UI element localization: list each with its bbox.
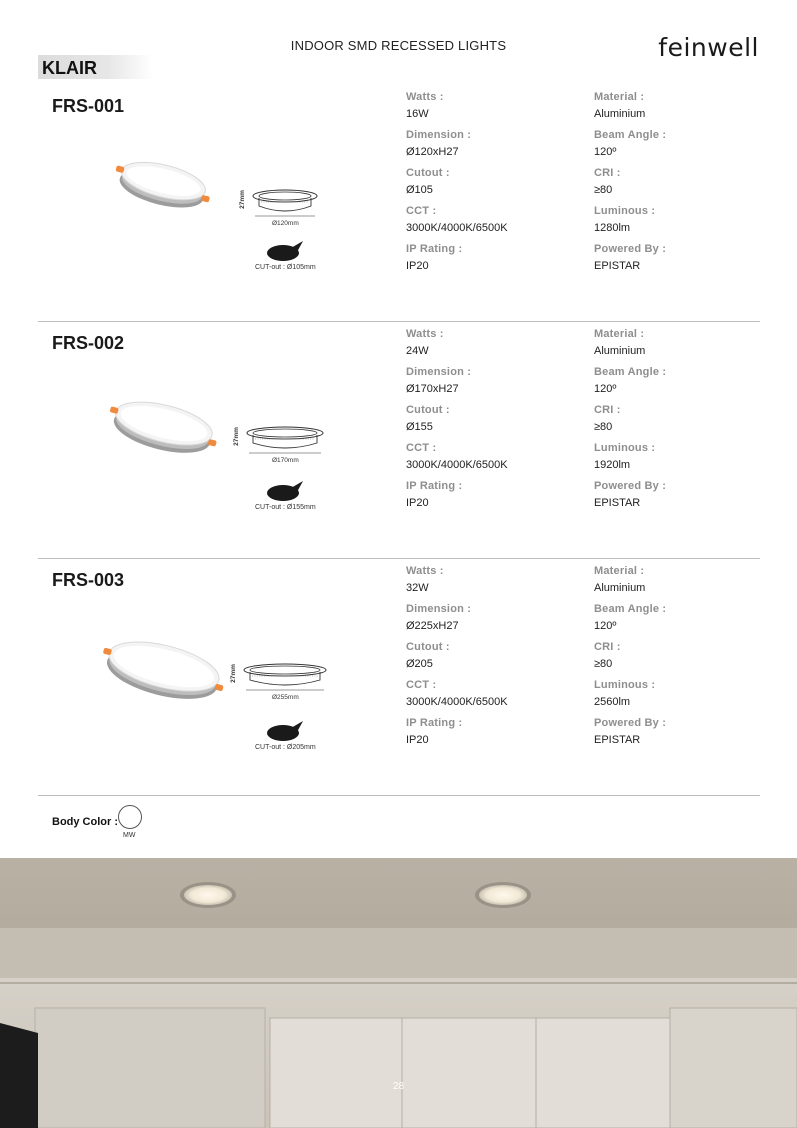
spec-label: Cutout : xyxy=(406,641,450,653)
spec-value: Ø170xH27 xyxy=(406,383,459,395)
spec-label: Watts : xyxy=(406,328,444,340)
spec-label: Luminous : xyxy=(594,442,656,454)
series-tab xyxy=(38,55,153,79)
spec-item xyxy=(594,91,645,120)
spec-label: CRI : xyxy=(594,641,621,653)
spec-item xyxy=(594,243,666,272)
dimension-drawing xyxy=(245,423,325,460)
spec-value: Ø205 xyxy=(406,658,433,670)
spec-label: Luminous : xyxy=(594,679,656,691)
spec-value: 120º xyxy=(594,383,617,395)
spec-label: IP Rating : xyxy=(406,480,463,492)
spec-value: 32W xyxy=(406,582,429,594)
spec-label: Beam Angle : xyxy=(594,603,667,615)
spec-value: Ø105 xyxy=(406,184,433,196)
spec-value: 3000K/4000K/6500K xyxy=(406,459,508,471)
spec-item xyxy=(406,205,508,234)
spec-label: Watts : xyxy=(406,565,444,577)
spec-label: Material : xyxy=(594,91,645,103)
spec-label: Watts : xyxy=(406,91,444,103)
cutout-icon xyxy=(265,720,307,747)
spec-item xyxy=(406,442,508,471)
height-label: 27mm xyxy=(238,190,246,209)
spec-value: IP20 xyxy=(406,497,429,509)
dimension-drawing xyxy=(251,186,319,223)
spec-label: Material : xyxy=(594,328,645,340)
product-photo xyxy=(99,629,228,713)
brand-logo: feinwell xyxy=(658,33,759,62)
spec-value: 1280lm xyxy=(594,222,631,234)
body-color-swatch-label: MW xyxy=(123,832,136,839)
spec-label: CRI : xyxy=(594,167,621,179)
spec-value: Aluminium xyxy=(594,345,646,357)
spec-item xyxy=(594,565,645,594)
spec-value: EPISTAR xyxy=(594,734,641,746)
product-photo xyxy=(112,151,214,220)
spec-value: IP20 xyxy=(406,734,429,746)
spec-item xyxy=(594,129,666,158)
product-code: FRS-002 xyxy=(52,333,125,353)
spec-label: Beam Angle : xyxy=(594,366,667,378)
spec-value: ≥80 xyxy=(594,658,613,670)
spec-label: Luminous : xyxy=(594,205,656,217)
spec-label: Powered By : xyxy=(594,717,667,729)
section-divider xyxy=(38,558,760,559)
spec-item xyxy=(406,243,462,272)
spec-value: 24W xyxy=(406,345,429,357)
spec-value: ≥80 xyxy=(594,184,613,196)
spec-item xyxy=(594,679,655,708)
spec-item xyxy=(406,641,450,670)
spec-item xyxy=(594,328,645,357)
spec-item xyxy=(594,366,666,395)
spec-item xyxy=(594,167,621,196)
spec-label: IP Rating : xyxy=(406,243,463,255)
spec-item xyxy=(406,129,471,158)
spec-value: 120º xyxy=(594,146,617,158)
spec-item xyxy=(406,328,444,357)
spec-value: 120º xyxy=(594,620,617,632)
diameter-label: Ø170mm xyxy=(272,457,299,464)
spec-label: Material : xyxy=(594,565,645,577)
section-divider xyxy=(38,321,760,322)
spec-value: ≥80 xyxy=(594,421,613,433)
spec-item xyxy=(594,404,621,433)
cutout-label: CUT-out : Ø205mm xyxy=(255,744,316,751)
product-code: FRS-001 xyxy=(52,96,125,116)
spec-item xyxy=(594,641,621,670)
cutout-icon xyxy=(265,240,307,267)
spec-label: CCT : xyxy=(406,205,437,217)
spec-label: CRI : xyxy=(594,404,621,416)
cutout-icon xyxy=(265,480,307,507)
spec-item xyxy=(594,717,666,746)
product-photo xyxy=(106,390,221,466)
spec-item xyxy=(406,404,450,433)
spec-item xyxy=(594,603,666,632)
dimension-drawing xyxy=(242,660,328,697)
height-label: 27mm xyxy=(229,664,237,683)
spec-label: Beam Angle : xyxy=(594,129,667,141)
spec-label: IP Rating : xyxy=(406,717,463,729)
page-number: 28 xyxy=(392,1081,405,1092)
series-name: KLAIR xyxy=(42,58,97,78)
spec-label: CCT : xyxy=(406,679,437,691)
spec-item xyxy=(406,717,462,746)
diameter-label: Ø120mm xyxy=(272,220,299,227)
cutout-label: CUT-out : Ø155mm xyxy=(255,504,316,511)
spec-item xyxy=(406,565,444,594)
diameter-label: Ø255mm xyxy=(272,694,299,701)
spec-item xyxy=(406,366,471,395)
spec-value: 3000K/4000K/6500K xyxy=(406,222,508,234)
spec-item xyxy=(594,480,666,509)
spec-value: 3000K/4000K/6500K xyxy=(406,696,508,708)
spec-item xyxy=(594,442,655,471)
section-divider xyxy=(38,795,760,796)
page-header-title: INDOOR SMD RECESSED LIGHTS xyxy=(290,38,507,53)
spec-item xyxy=(594,205,655,234)
spec-label: Dimension : xyxy=(406,129,472,141)
spec-label: Cutout : xyxy=(406,167,450,179)
cutout-label: CUT-out : Ø105mm xyxy=(255,264,316,271)
spec-value: EPISTAR xyxy=(594,260,641,272)
spec-label: Dimension : xyxy=(406,366,472,378)
spec-label: Powered By : xyxy=(594,243,667,255)
body-color-swatch xyxy=(118,805,142,829)
spec-item xyxy=(406,480,462,509)
spec-label: Cutout : xyxy=(406,404,450,416)
spec-label: Powered By : xyxy=(594,480,667,492)
spec-item xyxy=(406,167,450,196)
spec-value: Aluminium xyxy=(594,108,646,120)
spec-label: Dimension : xyxy=(406,603,472,615)
spec-value: 1920lm xyxy=(594,459,631,471)
spec-value: EPISTAR xyxy=(594,497,641,509)
spec-value: 2560lm xyxy=(594,696,631,708)
spec-value: 16W xyxy=(406,108,429,120)
spec-value: Ø120xH27 xyxy=(406,146,459,158)
product-code: FRS-003 xyxy=(52,570,125,590)
spec-item xyxy=(406,91,444,120)
spec-value: Ø225xH27 xyxy=(406,620,459,632)
spec-value: IP20 xyxy=(406,260,429,272)
spec-label: CCT : xyxy=(406,442,437,454)
spec-item xyxy=(406,603,471,632)
height-label: 27mm xyxy=(232,427,240,446)
body-color-label: Body Color : xyxy=(52,816,118,828)
spec-item xyxy=(406,679,508,708)
spec-value: Ø155 xyxy=(406,421,433,433)
spec-value: Aluminium xyxy=(594,582,646,594)
